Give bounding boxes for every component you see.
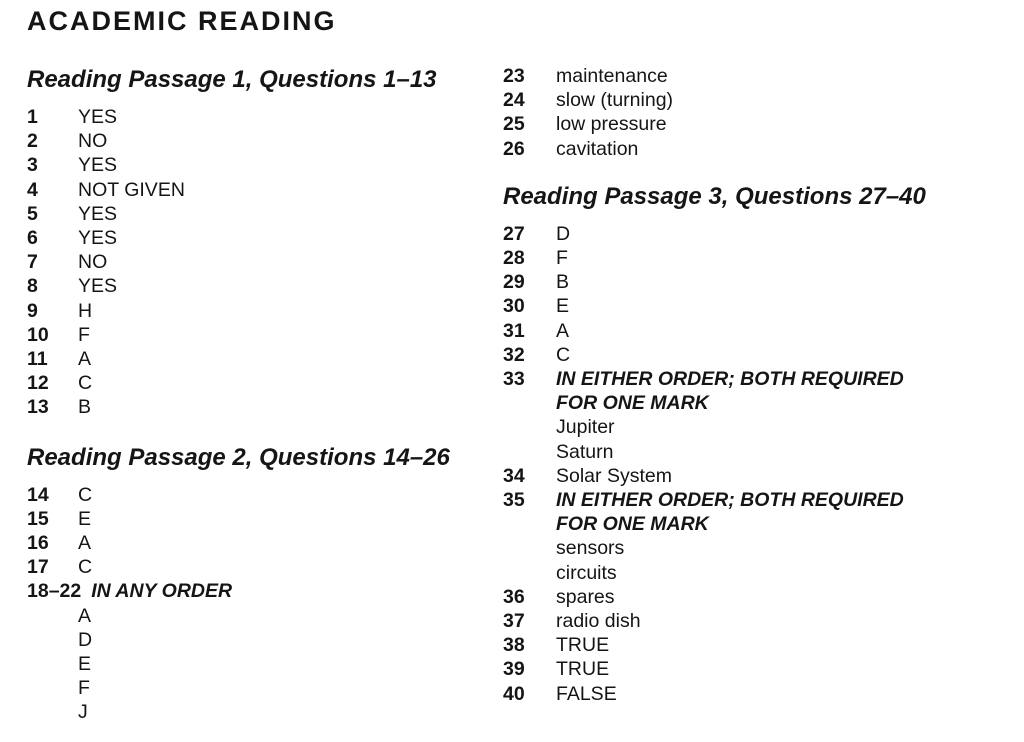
order-note: IN EITHER ORDER; BOTH REQUIRED	[556, 368, 904, 391]
answer-row	[27, 202, 497, 226]
answer-row	[503, 88, 1003, 112]
answer-text: NOT GIVEN	[78, 178, 185, 201]
group-answer-item: Jupiter	[556, 416, 615, 439]
answer-row	[27, 347, 497, 371]
question-number: 36	[503, 585, 525, 608]
group-answer-item: Saturn	[556, 440, 614, 463]
group-answer-item: sensors	[556, 537, 625, 560]
answer-row	[503, 343, 1003, 367]
answer-row-group-18-22	[27, 579, 497, 603]
question-number: 27	[503, 222, 525, 245]
order-note-continued: FOR ONE MARK	[556, 513, 709, 536]
answer-text: F	[556, 247, 568, 270]
group-answer-item: F	[78, 677, 90, 700]
question-number: 5	[27, 202, 38, 225]
answer-row	[503, 112, 1003, 136]
group-answer-item: E	[78, 653, 92, 676]
answer-row-35	[503, 488, 1003, 512]
answer-text: A	[78, 532, 92, 555]
order-note: IN EITHER ORDER; BOTH REQUIRED	[556, 489, 904, 512]
passage3-answer-list	[503, 222, 1003, 706]
answer-row	[503, 682, 1003, 706]
left-column	[27, 64, 497, 725]
answer-text: C	[556, 343, 571, 366]
answer-row	[27, 507, 497, 531]
answer-text: F	[78, 323, 90, 346]
right-column	[503, 64, 1003, 706]
answer-text: radio dish	[556, 610, 641, 633]
question-number: 37	[503, 610, 525, 633]
question-number: 31	[503, 319, 525, 342]
group-answer-item: D	[78, 628, 93, 651]
answer-row	[503, 464, 1003, 488]
question-number: 33	[503, 368, 525, 391]
page-title: ACADEMIC READING	[27, 6, 337, 36]
question-number: 13	[27, 396, 49, 419]
answer-text: FALSE	[556, 682, 617, 705]
question-number: 40	[503, 682, 525, 705]
question-number: 6	[27, 227, 38, 250]
answer-row	[27, 299, 497, 323]
answer-row	[503, 319, 1003, 343]
order-note: IN ANY ORDER	[91, 580, 233, 603]
question-number: 30	[503, 295, 525, 318]
answer-row	[503, 137, 1003, 161]
passage3-heading: Reading Passage 3, Questions 27–40	[503, 182, 926, 210]
answer-text: A	[78, 348, 92, 371]
question-number: 39	[503, 658, 525, 681]
question-number: 29	[503, 271, 525, 294]
answer-row	[27, 555, 497, 579]
answer-row	[503, 246, 1003, 270]
answer-text: C	[78, 483, 93, 506]
question-number: 16	[27, 532, 49, 555]
answer-text: TRUE	[556, 634, 610, 657]
answer-text: C	[78, 372, 93, 395]
question-number: 32	[503, 343, 525, 366]
question-number: 12	[27, 372, 49, 395]
answer-row	[27, 323, 497, 347]
answer-row	[27, 105, 497, 129]
question-number: 26	[503, 137, 525, 160]
section-spacer	[27, 420, 497, 442]
answer-row	[27, 395, 497, 419]
answer-text: E	[78, 507, 92, 530]
question-number: 34	[503, 464, 525, 487]
answer-text: Solar System	[556, 464, 672, 487]
answer-text: slow (turning)	[556, 89, 674, 112]
answer-text: low pressure	[556, 113, 667, 136]
answer-row	[27, 129, 497, 153]
answer-row	[503, 657, 1003, 681]
passage1-heading: Reading Passage 1, Questions 1–13	[27, 66, 437, 93]
question-number: 17	[27, 556, 49, 579]
answer-row	[27, 153, 497, 177]
answer-text: maintenance	[556, 65, 668, 87]
answer-row	[27, 274, 497, 298]
answer-row	[503, 609, 1003, 633]
answer-row	[503, 585, 1003, 609]
order-note-continued: FOR ONE MARK	[556, 392, 709, 415]
question-number: 38	[503, 634, 525, 657]
answer-text: YES	[78, 154, 118, 177]
question-number: 18–22	[27, 580, 82, 603]
section-spacer	[503, 161, 1003, 181]
question-number: 35	[503, 489, 525, 512]
question-number: 7	[27, 251, 38, 274]
answer-text: C	[78, 556, 93, 579]
answer-text: NO	[78, 130, 108, 153]
question-number: 28	[503, 247, 525, 270]
passage2-answer-list-continued	[503, 64, 1003, 161]
question-number: 23	[503, 65, 525, 87]
question-number: 11	[27, 348, 48, 371]
question-number: 25	[503, 113, 525, 136]
group-answer-item: J	[78, 701, 88, 724]
passage1-answer-list	[27, 105, 497, 420]
question-number: 14	[27, 483, 49, 506]
question-number: 15	[27, 507, 49, 530]
answer-row	[27, 178, 497, 202]
question-number: 4	[27, 178, 38, 201]
question-number: 1	[27, 106, 38, 128]
answer-row	[27, 531, 497, 555]
answer-text: spares	[556, 585, 615, 608]
answer-text: NO	[78, 251, 108, 274]
answer-text: D	[556, 222, 571, 245]
answer-row	[503, 222, 1003, 246]
answer-row-33	[503, 367, 1003, 391]
answer-row	[503, 633, 1003, 657]
answer-text: TRUE	[556, 658, 610, 681]
question-number: 9	[27, 299, 38, 322]
question-number: 10	[27, 323, 49, 346]
question-number: 24	[503, 89, 525, 112]
answer-row	[503, 64, 1003, 88]
answer-text: B	[78, 396, 92, 419]
answer-row	[503, 294, 1003, 318]
group-answer-item: circuits	[556, 561, 617, 584]
question-number: 2	[27, 130, 38, 153]
answer-text: YES	[78, 106, 118, 128]
answer-row	[27, 483, 497, 507]
answer-text: A	[556, 319, 570, 342]
group-answer-item: A	[78, 604, 92, 627]
answer-row	[27, 226, 497, 250]
question-number: 8	[27, 275, 38, 298]
answer-row	[27, 371, 497, 395]
answer-text: E	[556, 295, 570, 318]
answer-row	[503, 270, 1003, 294]
answer-text: cavitation	[556, 137, 639, 160]
question-number: 3	[27, 154, 38, 177]
passage2-answer-list	[27, 483, 497, 725]
answer-row	[27, 250, 497, 274]
answer-text: YES	[78, 227, 118, 250]
answer-text: YES	[78, 275, 118, 298]
answer-text: H	[78, 299, 93, 322]
answer-text: YES	[78, 202, 118, 225]
answer-text: B	[556, 271, 570, 294]
passage2-heading: Reading Passage 2, Questions 14–26	[27, 443, 450, 471]
